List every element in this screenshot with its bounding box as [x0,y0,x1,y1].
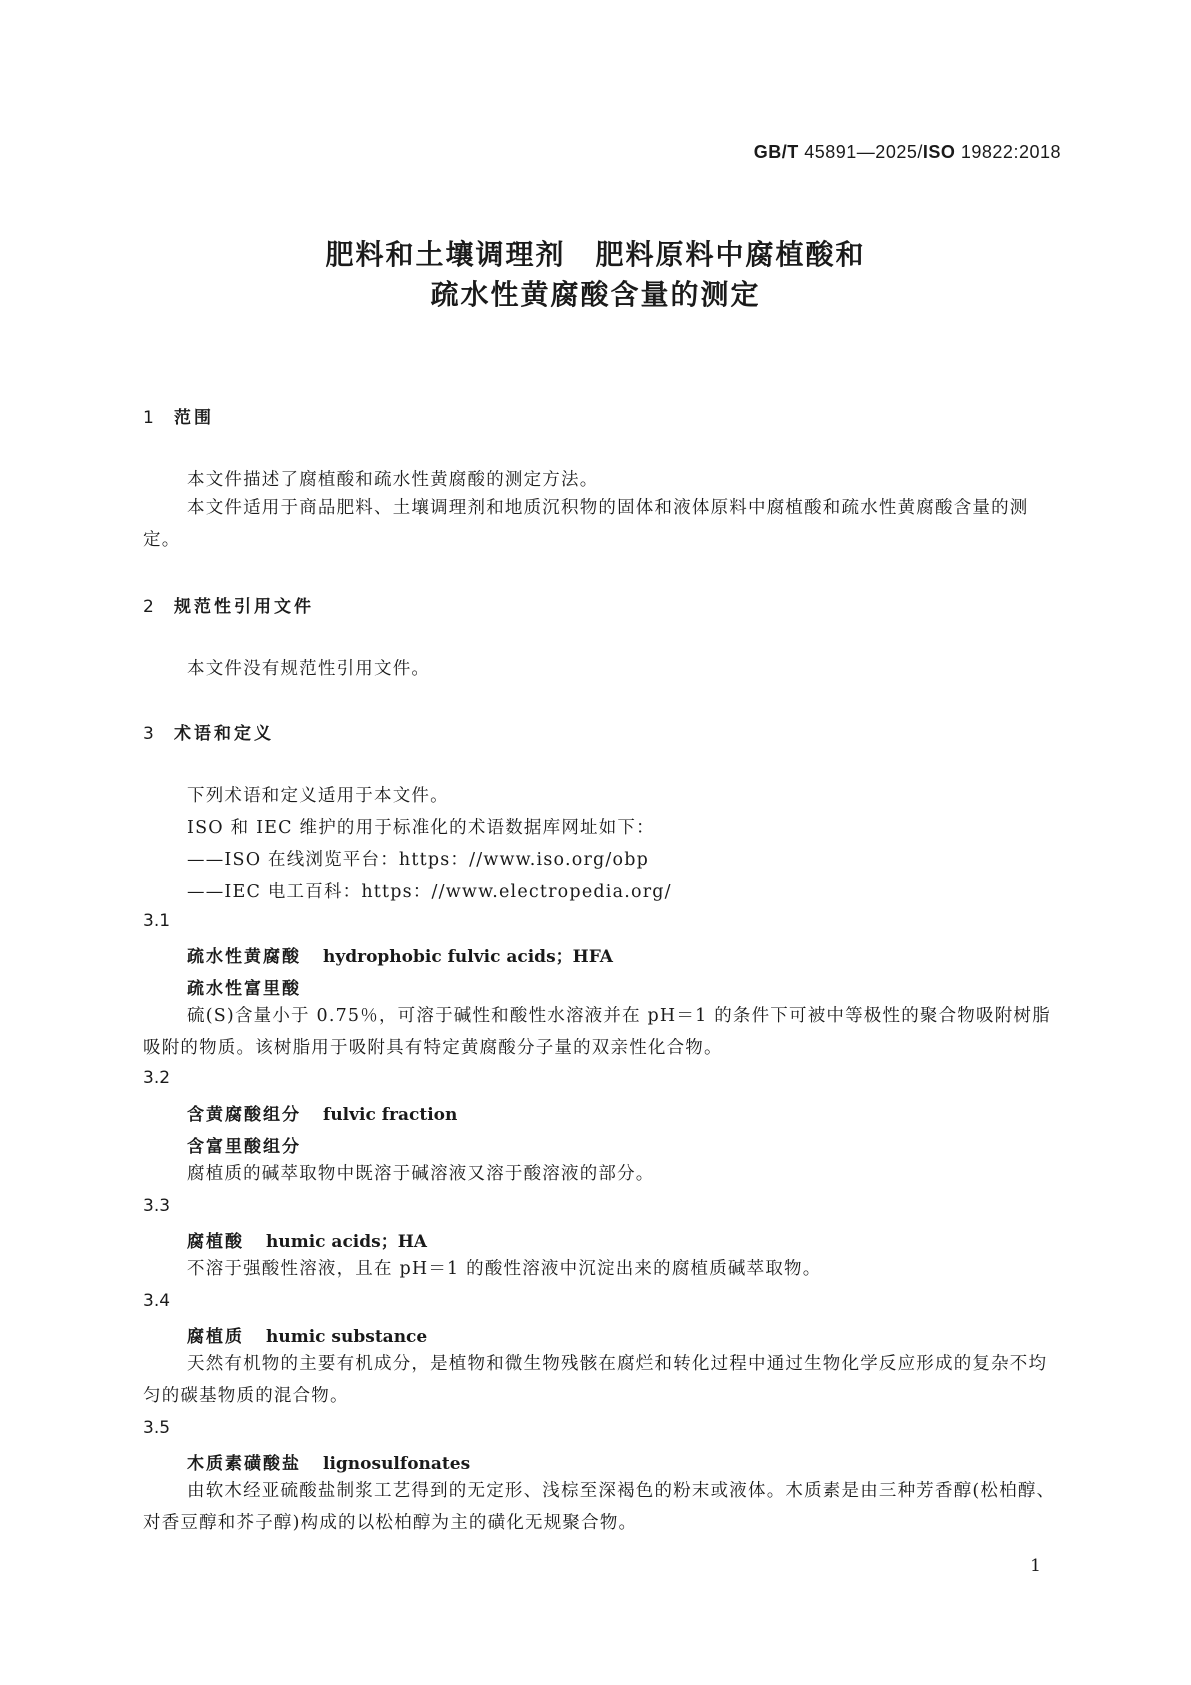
term-alternative [187,974,301,999]
term-zh: 木质素磺酸盐 [187,1454,301,1474]
document-title-line1: 肥料和土壤调理剂 肥料原料中腐植酸和 [325,238,866,271]
page-number: 1 [1030,1556,1041,1576]
term-en: fulvic fraction [323,1105,458,1125]
section-title: 范围 [174,408,214,428]
section-number: 3 [143,724,154,744]
section-title: 术语和定义 [174,724,274,744]
section-heading-terms [143,719,274,744]
term-en: lignosulfonates [323,1454,471,1474]
paragraph: 本文件没有规范性引用文件。 [187,659,431,679]
term-alt: 疏水性富里酸 [187,979,301,999]
term-en: hydrophobic fulvic acids；HFA [323,947,613,967]
term-number: 3.3 [143,1196,171,1216]
term-definition: 不溶于强酸性溶液，且在 pH＝1 的酸性溶液中沉淀出来的腐植质碱萃取物。 [187,1259,822,1279]
section-number: 1 [143,408,154,428]
section-heading-scope [143,403,214,428]
term-definition: 硫(S)含量小于 0.75％，可溶于碱性和酸性水溶液并在 pH＝1 的条件下可被中等极性的聚合物吸附树脂吸附的物质。该树脂用于吸附具有特定黄腐酸分子量的双亲性化合物。 [143,1006,1051,1058]
term-heading [187,1100,457,1125]
term-definition: 由软木经亚硫酸盐制浆工艺得到的无定形、浅棕至深褐色的粉末或液体。木质素是由三种芳香醇(松柏醇、对香豆醇和芥子醇)构成的以松柏醇为主的磺化无规聚合物。 [143,1481,1056,1533]
term-definition: 天然有机物的主要有机成分，是植物和微生物残骸在腐烂和转化过程中通过生物化学反应形成的复杂不均匀的碳基物质的混合物。 [143,1354,1048,1406]
term-heading [187,1322,427,1347]
term-heading [187,942,613,967]
term-heading [187,1449,470,1474]
term-number: 3.5 [143,1418,171,1438]
term-number: 3.2 [143,1068,171,1088]
section-title: 规范性引用文件 [174,597,314,617]
term-zh: 含黄腐酸组分 [187,1105,301,1125]
paragraph: 下列术语和定义适用于本文件。 [187,786,449,806]
section-heading-normative-references [143,592,314,617]
term-en: humic acids；HA [266,1232,427,1252]
document-title-line2: 疏水性黄腐酸含量的测定 [430,278,761,311]
term-heading [187,1227,427,1252]
term-alternative [187,1132,301,1157]
paragraph: ISO 和 IEC 维护的用于标准化的术语数据库网址如下： [187,818,655,838]
section-number: 2 [143,597,154,617]
iso-number: 19822:2018 [960,142,1061,162]
term-en: humic substance [266,1327,428,1347]
std-number: 45891—2025/ [804,142,923,162]
std-prefix: GB/T [753,142,799,162]
term-definition: 腐植质的碱萃取物中既溶于碱溶液又溶于酸溶液的部分。 [187,1164,655,1184]
paragraph: 本文件适用于商品肥料、土壤调理剂和地质沉积物的固体和液体原料中腐植酸和疏水性黄腐酸含量的测定。 [143,498,1029,550]
iso-prefix: ISO [922,142,956,162]
term-zh: 疏水性黄腐酸 [187,947,301,967]
term-alt: 含富里酸组分 [187,1137,301,1157]
term-number: 3.4 [143,1291,171,1311]
term-zh: 腐植质 [187,1327,244,1347]
term-zh: 腐植酸 [187,1232,244,1252]
list-item: ——ISO 在线浏览平台：https：//www.iso.org/obp [187,850,650,870]
term-number: 3.1 [143,911,171,931]
standard-number [754,142,1061,163]
list-item: ——IEC 电工百科：https：//www.electropedia.org/ [187,882,672,902]
paragraph: 本文件描述了腐植酸和疏水性黄腐酸的测定方法。 [187,470,599,490]
